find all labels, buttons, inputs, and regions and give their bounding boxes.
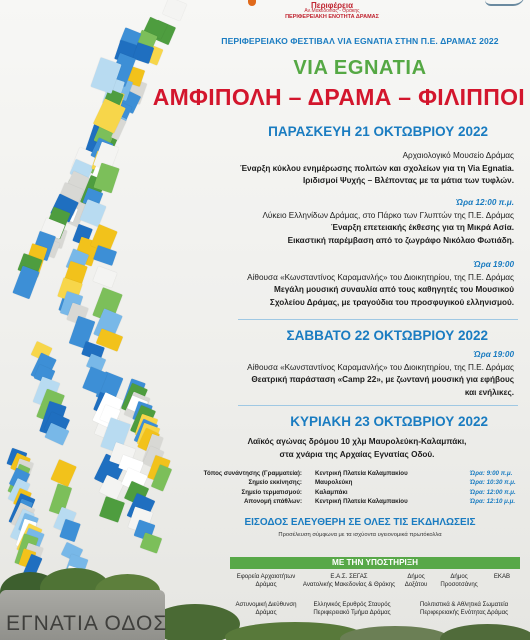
bush-decoration [440,624,530,640]
row-label: Απονομή επάθλων: [243,498,302,506]
sponsor-name: Δράμας [255,581,277,588]
bush-decoration [340,626,450,640]
row-time: Ώρα: 12:00 π.μ. [470,488,516,496]
sponsor-name: Ε.Α.Σ. ΣΕΓΑΣ [330,573,368,580]
sponsor-name: Δοξάτου [404,581,428,588]
event-item [150,349,514,399]
race-line: Λαϊκός αγώνας δρόμου 10 χλμ Μαυρολεύκη-Καλαμπάκι, [247,437,467,446]
mosaic-tile [99,496,125,523]
event-desc-line: και ενήλικες. [464,387,514,397]
event-desc-line: Σχολείου Δράμας, με τραγούδια του προσφυγικού ελληνισμού. [269,297,514,307]
sponsor-name: Ελληνικός Ερυθρός Σταυρός [313,601,391,608]
row-time: Ώρα: 10:30 π.μ. [470,479,516,487]
org-region: Αν.Μακεδονίας - Θράκης [304,8,360,14]
stone-inscription: ΕΓΝΑΤΙΑ ΟΔΟΣ [6,612,168,635]
free-entry-note: Προσέλευση σύμφωνα με τα ισχύοντα υγειονομικά πρωτόκολλα [278,532,442,538]
mosaic-tile [50,459,76,487]
race-description [200,436,514,461]
row-label: Σημείο εκκίνησης: [248,479,302,487]
divider [238,405,518,406]
festival-title: ΠΕΡΙΦΕΡΕΙΑΚΟ ΦΕΣΤΙΒΑΛ VIA EGNATIA ΣΤΗΝ Π.Ε. ΔΡΑΜΑΣ 2022 [221,36,499,46]
table-row [195,488,520,497]
org-unit: ΠΕΡΙΦΕΡΕΙΑΚΗ ΕΝΟΤΗΤΑ ΔΡΑΜΑΣ [285,14,379,20]
event-desc-line: Εικαστική παρέμβαση από το ζωγράφο Νικόλαο Φωτιάδη. [287,235,514,245]
sponsor-name: Εφορεία Αρχαιοτήτων [236,573,296,580]
event-desc-line: Ιριδισμοί Ψυχής – Βλέποντας με τα μάτια των τυφλών. [303,176,514,185]
sponsor-name: Αστυνομική Διεύθυνση [235,601,297,608]
decorative-arc [485,0,525,6]
row-place: Κεντρική Πλατεία Καλαμπακίου [315,470,408,477]
row-label: Σημείο τερματισμού: [241,488,302,496]
race-schedule-table [195,469,520,507]
sponsor-item [436,573,482,589]
day-heading-friday: ΠΑΡΑΣΚΕΥΗ 21 ΟΚΤΩΒΡΙΟΥ 2022 [268,124,488,139]
event-time: Ώρα 12:00 π.μ. [456,198,514,207]
event-place: Αρχαιολογικό Μουσείο Δράμας [402,151,514,160]
mosaic-tile [140,532,162,553]
mosaic-tile [163,0,187,21]
row-place: Καλαμπάκι [315,488,348,496]
sponsor-item [408,601,520,617]
event-place: Λύκειο Ελληνίδων Δράμας, στο Πάρκο των Γλυπτών της Π.Ε. Δράμας [262,210,514,220]
divider [238,319,518,320]
day-heading-sunday: ΚΥΡΙΑΚΗ 23 ΟΚΤΩΒΡΙΟΥ 2022 [290,414,488,429]
event-item [150,150,514,188]
sponsor-item [302,573,396,589]
row-place: Κεντρική Πλατεία Καλαμπακίου [315,498,408,506]
sponsor-name: Πολιτιστικά & Αθλητικά Σωματεία [419,601,509,608]
sponsor-item [398,573,434,589]
table-row [195,469,520,478]
sponsor-name: Ανατολικής Μακεδονίας & Θράκης [302,581,396,588]
table-row [195,497,520,506]
mosaic-tile [93,245,117,266]
org-name: Περιφέρεια [311,1,353,10]
event-desc-line: Έναρξη επετειακής έκθεσης για τη Μικρά Ασία. [330,223,514,232]
table-row [195,478,520,487]
row-time: Ώρα: 9:00 π.μ. [470,470,513,477]
page-title: VIA EGNATIA [293,57,427,79]
support-title: ΜΕ ΤΗΝ ΥΠΟΣΤΗΡΙΞΗ [332,558,418,567]
row-label: Τόπος συνάντησης (Γραμματεία): [203,470,302,477]
sponsor-name: Περιφερειακής Ενότητας Δράμας [419,609,509,616]
sponsor-name: ΕΚΑΒ [493,573,511,580]
sponsor-name: Δήμος [407,573,425,580]
sponsor-name: Περιφερειακό Τμήμα Δράμας [313,609,391,616]
event-time: Ώρα 19:00 [473,350,514,359]
free-entry-banner: ΕΙΣΟΔΟΣ ΕΛΕΥΘΕΡΗ ΣΕ ΟΛΕΣ ΤΙΣ ΕΚΔΗΛΩΣΕΙΣ [244,517,476,528]
event-desc-line: Θεατρική παράσταση «Camp 22», με ζωντανή μουσική για εφήβους [251,375,514,384]
sponsor-name: Προσοτσάνης [440,581,478,588]
event-desc-line: Μεγάλη μουσική συναυλία από τους καθηγητές του Μουσικού [274,285,514,294]
sponsor-item [484,573,520,581]
event-desc-line: Έναρξη κύκλου ενημέρωσης πολιτών και σχολείων για τη Via Egnatia. [240,163,514,173]
day-heading-saturday: ΣΑΒΒΑΤΟ 22 ΟΚΤΩΒΡΙΟΥ 2022 [286,328,488,343]
event-item [150,259,514,309]
mosaic-tile [93,266,117,288]
sponsor-item [306,601,398,617]
event-place: Αίθουσα «Κωνσταντίνος Καραμανλής» του Διοικητηρίου, της Π.Ε. Δράμας [247,272,514,282]
row-place: Μαυρολεύκη [315,479,353,487]
event-place: Αίθουσα «Κωνσταντίνος Καραμανλής» του Διοικητηρίου, της Π.Ε. Δράμας [247,362,514,372]
event-time: Ώρα 19:00 [473,260,514,269]
sponsor-item [228,601,304,617]
mosaic-tile [12,266,39,300]
race-line: στα χνάρια της Αρχαίας Εγνατίας Οδού. [279,449,435,459]
event-item [150,197,514,247]
sponsor-name: Δήμος [450,573,468,580]
row-time: Ώρα: 12:10 μ.μ. [470,498,516,506]
sponsor-item [232,573,300,589]
page-subtitle: ΑΜΦΙΠΟΛΗ – ΔΡΑΜΑ – ΦΙΛΙΠΠΟΙ [152,84,525,110]
sponsor-name: Δράμας [255,609,277,616]
